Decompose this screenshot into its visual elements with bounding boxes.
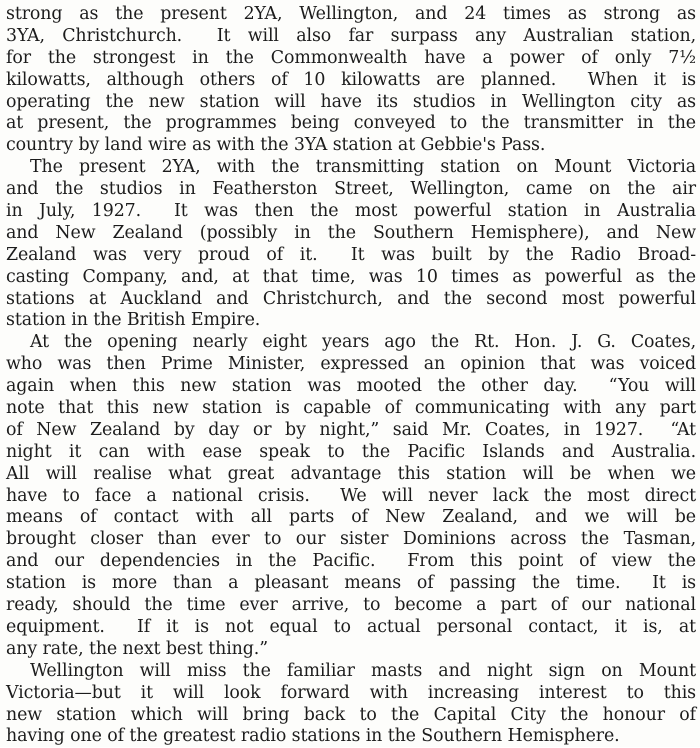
article-paragraph <box>6 157 696 332</box>
text-line: have to face a national crisis. We will never lack the most direct <box>6 485 696 506</box>
text-line: for the strongest in the Commonwealth have a power of only 7½ <box>6 47 696 68</box>
text-line: who was then Prime Minister, expressed an opinion that was voiced <box>6 354 696 375</box>
text-line: any rate, the next best thing.” <box>6 638 269 659</box>
text-line: All will realise what great advantage this station will be when we <box>6 463 696 484</box>
text-line: in July, 1927. It was then the most powerful station in Australia <box>6 201 696 222</box>
text-line: station in the British Empire. <box>6 310 261 331</box>
text-line: having one of the greatest radio stations in the Southern Hemisphere. <box>6 726 620 747</box>
article-paragraph <box>6 4 696 157</box>
text-line: and the studios in Featherston Street, Wellington, came on the air <box>6 179 696 200</box>
text-line: casting Company, and, at that time, was 10 times as powerful as the <box>6 266 696 287</box>
text-line: again when this new station was mooted the other day. “You will <box>6 376 696 397</box>
text-line: stations at Auckland and Christchurch, and the second most powerful <box>6 288 696 309</box>
text-line: of New Zealand by day or by night,” said Mr. Coates, in 1927. “At <box>6 419 696 440</box>
text-line: Victoria—but it will look forward with increasing interest to this <box>6 682 696 703</box>
text-line: 3YA, Christchurch. It will also far surpass any Australian station, <box>6 25 696 46</box>
text-line: Zealand was very proud of it. It was built by the Radio Broad- <box>6 244 696 265</box>
text-line: The present 2YA, with the transmitting station on Mount Victoria <box>30 157 696 178</box>
text-line: and New Zealand (possibly in the Southern Hemisphere), and New <box>6 222 696 243</box>
text-line: country by land wire as with the 3YA station at Gebbie's Pass. <box>6 135 546 156</box>
text-line: new station which will bring back to the Capital City the honour of <box>6 704 696 725</box>
text-line: at present, the programmes being conveyed to the transmitter in the <box>6 113 696 134</box>
text-line: station is more than a pleasant means of passing the time. It is <box>6 573 696 594</box>
text-line: Wellington will miss the familiar masts and night sign on Mount <box>30 660 696 681</box>
text-line: and our dependencies in the Pacific. From this point of view the <box>6 551 696 572</box>
text-line: night it can with ease speak to the Pacific Islands and Australia. <box>6 441 696 462</box>
article-paragraph <box>6 332 696 660</box>
text-line: note that this new station is capable of communicating with any part <box>6 398 696 419</box>
text-line: strong as the present 2YA, Wellington, and 24 times as strong as <box>6 4 696 24</box>
text-line: kilowatts, although others of 10 kilowatts are planned. When it is <box>6 69 696 90</box>
article-paragraph <box>6 661 696 748</box>
text-line: ready, should the time ever arrive, to become a part of our national <box>6 595 696 616</box>
text-line: means of contact with all parts of New Zealand, and we will be <box>6 507 696 528</box>
article-column <box>6 4 696 748</box>
text-line: operating the new station will have its studios in Wellington city as <box>6 91 696 112</box>
text-line: At the opening nearly eight years ago the Rt. Hon. J. G. Coates, <box>30 332 696 353</box>
text-line: equipment. If it is not equal to actual personal contact, it is, at <box>6 616 696 637</box>
text-line: brought closer than ever to our sister Dominions across the Tasman, <box>6 529 696 550</box>
